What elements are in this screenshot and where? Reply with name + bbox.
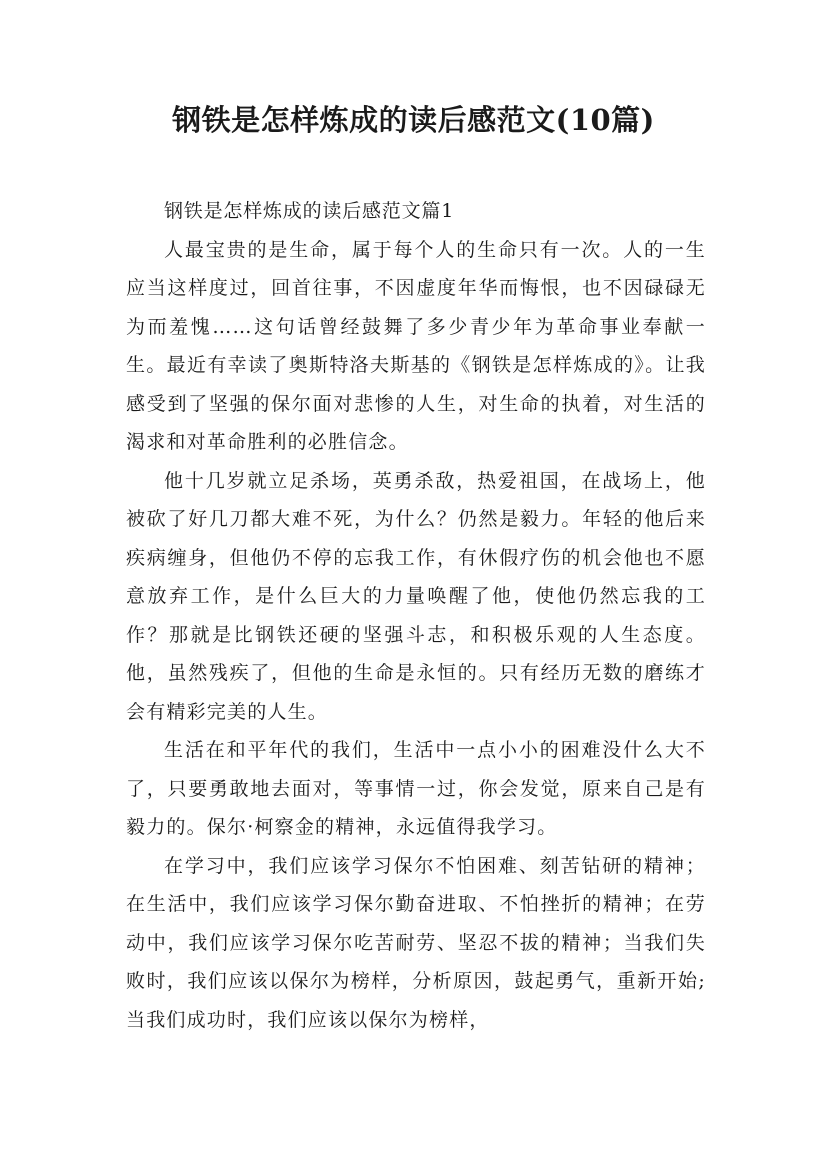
document-body (126, 192, 706, 1039)
paragraph-1: 人最宝贵的是生命，属于每个人的生命只有一次。人的一生应当这样度过，回首往事，不因虚度年华而悔恨，也不因碌碌无为而羞愧……这句话曾经鼓舞了多少青少年为革命事业奉献一生。最近有幸读了奥斯特洛夫斯基的《钢铁是怎样炼成的》。让我感受到了坚强的保尔面对悲惨的人生，对生命的执着，对生活的渴求和对革命胜利的必胜信念。 (126, 238, 706, 453)
section-heading: 钢铁是怎样炼成的读后感范文篇1 (164, 200, 455, 222)
document-title: 钢铁是怎样炼成的读后感范文(10篇) (172, 103, 655, 137)
paragraph-3: 生活在和平年代的我们，生活中一点小小的困难没什么大不了，只要勇敢地去面对，等事情一过，你会发觉，原来自己是有毅力的。保尔·柯察金的精神，永远值得我学习。 (126, 739, 706, 838)
paragraph-4: 在学习中，我们应该学习保尔不怕困难、刻苦钻研的精神；在生活中，我们应该学习保尔勤奋进取、不怕挫折的精神；在劳动中，我们应该学习保尔吃苦耐劳、坚忍不拔的精神；当我们失败时，我们应该以保尔为榜样，分析原因，鼓起勇气，重新开始;当我们成功时，我们应该以保尔为榜样， (126, 854, 706, 1031)
paragraph-2: 他十几岁就立足杀场，英勇杀敌，热爱祖国，在战场上，他被砍了好几刀都大难不死，为什么？仍然是毅力。年轻的他后来疾病缠身，但他仍不停的忘我工作，有休假疗伤的机会他也不愿意放弃工作，是什么巨大的力量唤醒了他，使他仍然忘我的工作？那就是比钢铁还硬的坚强斗志，和积极乐观的人生态度。他，虽然残疾了，但他的生命是永恒的。只有经历无数的磨练才会有精彩完美的人生。 (126, 469, 706, 723)
